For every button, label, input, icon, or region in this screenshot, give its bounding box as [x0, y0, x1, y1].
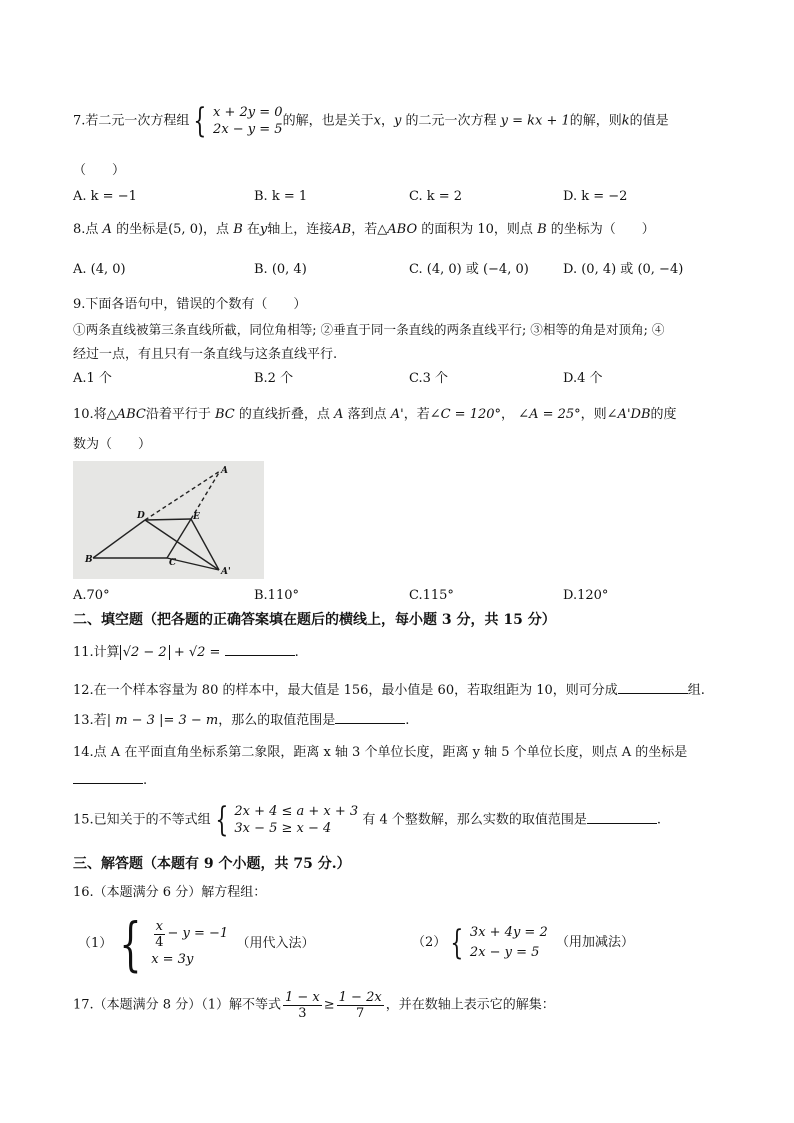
- q10-text-c: 的直线折叠，点: [238, 407, 330, 422]
- q10-option-a[interactable]: A.70°: [73, 588, 110, 603]
- q7-paren: （ ）: [73, 163, 126, 178]
- q11-prefix: 11.计算: [73, 645, 120, 660]
- q17-f2-num: 1 − 2x: [338, 990, 382, 1005]
- q8-text-g: 的面积为 10，则点: [421, 222, 533, 237]
- q8-ab: AB: [332, 222, 352, 237]
- q13-prefix: 13.若: [73, 713, 107, 728]
- q8-text-f: ，若: [351, 222, 378, 237]
- q9-option-d[interactable]: D.4 个: [563, 371, 603, 386]
- segment-bd: [93, 520, 145, 558]
- segment-da-dashed: [145, 471, 220, 520]
- q8-option-d[interactable]: D. (0, 4) 或 (0, −4): [563, 262, 684, 277]
- q8-y: y: [259, 222, 268, 237]
- q16-p1-system: [112, 910, 229, 978]
- q10-text-e: ，若: [403, 407, 430, 422]
- segment-de: [145, 519, 191, 520]
- q10-text-d: 落到点: [347, 407, 387, 422]
- q7-var-k: k: [621, 113, 630, 129]
- q11-answer-blank[interactable]: [225, 641, 295, 656]
- q13-text: ，那么的取值范围是: [218, 713, 336, 728]
- q17-ge: ≥: [323, 997, 335, 1013]
- q16-p1-label: （1）: [78, 936, 113, 951]
- question-9-stem: 9.下面各语句中，错误的个数有（ ）: [73, 297, 307, 312]
- q10-text-h: 的度: [650, 407, 677, 422]
- question-11: [73, 641, 299, 662]
- q11-abs-expr: √2 − 2: [120, 645, 170, 660]
- question-17: [73, 990, 555, 1021]
- q7-option-a[interactable]: A. k = −1: [73, 189, 137, 204]
- question-13: [73, 709, 409, 730]
- q7-option-c[interactable]: C. k = 2: [409, 189, 463, 204]
- left-brace-icon: {: [193, 101, 207, 141]
- q15-ineq1: 2x + 4 ≤ a + x + 3: [234, 804, 359, 819]
- q17-suffix: ，并在数轴上表示它的解集：: [385, 997, 555, 1013]
- q16-p1-row2: x = 3y: [151, 951, 194, 967]
- q8-option-a[interactable]: A. (4, 0): [73, 262, 126, 277]
- q14-end: .: [143, 773, 148, 788]
- segment-ce: [167, 519, 191, 558]
- q10-option-d[interactable]: D.120°: [563, 588, 609, 603]
- q10-text-a: 10.将: [73, 407, 107, 422]
- q11-expr-b: + √2 =: [173, 645, 221, 660]
- question-16-stem: 16.（本题满分 6 分）解方程组：: [73, 885, 267, 900]
- q17-f1-den: 3: [298, 1006, 307, 1021]
- q16-p2-system: [446, 923, 547, 963]
- q13-answer-blank[interactable]: [335, 709, 405, 724]
- q9-option-a[interactable]: A.1 个: [73, 371, 112, 386]
- q10-option-b[interactable]: B.110°: [254, 588, 299, 603]
- segment-ea1: [191, 519, 219, 570]
- q8-point-b2: B: [537, 222, 547, 237]
- q10-angle-target: ∠A'DB: [606, 407, 651, 422]
- q16-p1-row1-rest: − y = −1: [167, 926, 229, 941]
- label-d: D: [137, 511, 145, 521]
- q8-option-b[interactable]: B. (0, 4): [254, 262, 307, 277]
- q12-text: 12.在一个样本容量为 80 的样本中，最大值是 156，最小值是 60，若取组距为 10，则可分成: [73, 683, 618, 698]
- q8-triangle: △ABO: [377, 222, 418, 237]
- left-brace-icon: {: [450, 923, 464, 963]
- q16-p2-eq2: 2x − y = 5: [469, 945, 540, 960]
- q8-text-d: 在: [246, 222, 260, 237]
- q10-figure: [73, 461, 264, 579]
- q10-text-g: ，则: [580, 407, 607, 422]
- q12-end: 组.: [687, 683, 705, 698]
- label-b: B: [85, 555, 93, 565]
- left-brace-icon: {: [119, 910, 142, 978]
- q15-inequality-system: [211, 800, 359, 840]
- q7-sep: ，: [380, 113, 394, 129]
- label-c: C: [169, 558, 177, 568]
- section-3-title: 三、解答题（本题有 9 个小题，共 75 分.）: [73, 856, 351, 872]
- q15-end: .: [656, 812, 662, 828]
- q8-text-e: 轴上，连接: [267, 222, 333, 237]
- question-12: [73, 679, 705, 700]
- q16-p2-method: （用加减法）: [556, 935, 635, 950]
- label-a-prime: A': [221, 567, 231, 577]
- q7-var-x: x: [373, 113, 381, 129]
- q10-angle-c: ∠C = 120°: [429, 407, 502, 422]
- q8-option-c[interactable]: C. (4, 0) 或 (−4, 0): [409, 262, 529, 277]
- q7-option-d[interactable]: D. k = −2: [563, 189, 628, 204]
- q7-prefix: 7.若二元一次方程组: [73, 113, 190, 129]
- q16-p2-label: （2）: [412, 935, 447, 950]
- q8-text-c: ，点: [203, 222, 230, 237]
- section-2-title: 二、填空题（把各题的正确答案填在题后的横线上，每小题 3 分，共 15 分）: [73, 612, 556, 628]
- label-a: A: [221, 466, 228, 476]
- q7-eq2: 2x − y = 5: [213, 122, 283, 137]
- q7-linear-eq: y = kx + 1: [500, 113, 570, 129]
- q10-point-a1: A': [390, 407, 404, 422]
- question-15: [73, 800, 662, 840]
- left-brace-icon: {: [215, 800, 228, 840]
- q7-mid: 的解，也是关于: [282, 113, 374, 129]
- q8-coord: (5, 0): [168, 222, 204, 237]
- q16-p1-method: （用代入法）: [236, 936, 315, 951]
- q12-answer-blank[interactable]: [618, 679, 688, 694]
- q10-stem-line2: 数为（ ）: [73, 437, 152, 452]
- q15-prefix: 15.已知关于的不等式组: [73, 812, 211, 828]
- question-7-stem: [73, 101, 669, 141]
- q9-statements-line2: 经过一点，有且只有一条直线与这条直线平行.: [73, 347, 338, 362]
- q8-text-h: 的坐标为（ ）: [550, 222, 655, 237]
- question-14: 14.点 A 在平面直角坐标系第二象限，距离 x 轴 3 个单位长度，距离 y 轴 5 个单位长度，则点 A 的坐标是: [73, 745, 688, 760]
- q17-prefix: 17.（本题满分 8 分）（1）解不等式: [73, 997, 281, 1013]
- q7-tail: 的值是: [629, 113, 669, 129]
- q10-point-a: A: [334, 407, 344, 422]
- q17-f2-den: 7: [356, 1006, 365, 1021]
- q17-fraction-left: [283, 990, 322, 1021]
- q7-var-y: y: [393, 113, 402, 129]
- q10-text-b: 沿着平行于: [145, 407, 211, 422]
- q8-point-b: B: [233, 222, 243, 237]
- q13-end: .: [405, 713, 410, 728]
- q10-triangle: △ABC: [106, 407, 146, 422]
- question-10-stem: [73, 406, 677, 424]
- q16-part-1: [78, 910, 315, 978]
- q15-answer-blank[interactable]: [587, 809, 657, 824]
- q11-end: .: [294, 645, 299, 660]
- q17-fraction-right: [337, 990, 384, 1021]
- q13-expr: | m − 3 |= 3 − m: [106, 713, 219, 728]
- q9-option-b[interactable]: B.2 个: [254, 371, 294, 386]
- q9-option-c[interactable]: C.3 个: [409, 371, 449, 386]
- q14-answer-blank[interactable]: [73, 769, 143, 784]
- segment-da1: [145, 520, 219, 570]
- q16-part-2: [412, 923, 634, 963]
- q7-suffix: 的解，则: [569, 113, 622, 129]
- q16-p1-frac-den: 4: [155, 934, 164, 950]
- q7-equation-system: [189, 101, 283, 141]
- q10-option-c[interactable]: C.115°: [409, 588, 454, 603]
- q17-f1-num: 1 − x: [284, 990, 320, 1005]
- label-e: E: [193, 512, 200, 522]
- q15-text: 有 4 个整数解，那么实数的取值范围是: [362, 812, 587, 828]
- q16-p1-frac-num: x: [155, 918, 163, 934]
- q7-eq1: x + 2y = 0: [213, 105, 283, 120]
- q15-ineq2: 3x − 5 ≥ x − 4: [234, 821, 332, 836]
- q8-text-b: 的坐标是: [116, 222, 169, 237]
- q10-bc: BC: [214, 407, 235, 422]
- fold-diagram: [73, 461, 264, 579]
- q8-point-a: A: [102, 222, 112, 237]
- q7-option-b[interactable]: B. k = 1: [254, 189, 308, 204]
- q10-angle-a: ∠A = 25°: [518, 407, 581, 422]
- q10-text-f: ，: [501, 407, 515, 422]
- question-8-stem: [73, 221, 655, 239]
- q9-statements-line1: ①两条直线被第三条直线所截，同位角相等; ②垂直于同一条直线的两条直线平行; ③相等的角是对顶角; ④: [73, 322, 665, 337]
- q7-mid2: 的二元一次方程: [405, 113, 497, 129]
- q16-p2-eq1: 3x + 4y = 2: [469, 925, 548, 940]
- q8-text-a: 8.点: [73, 222, 99, 237]
- q14-answer-line: [73, 769, 147, 790]
